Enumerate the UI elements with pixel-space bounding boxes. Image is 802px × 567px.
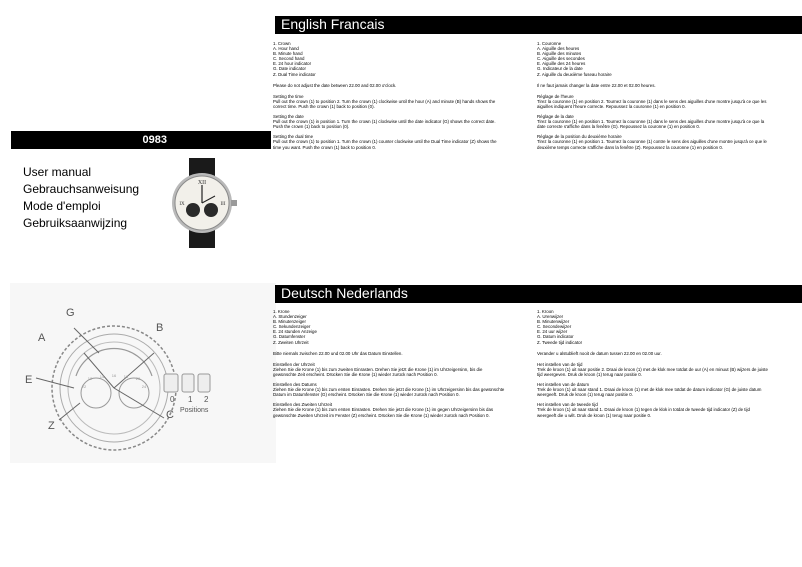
section-title: Deutsch Nederlands [281, 285, 408, 301]
manual-text-line: Réglage de la date [537, 114, 574, 120]
manual-text-line: Trek de kroon (1) uit naar stand 1. Draai de kroon (1) tegen de klok in totdat de tweede tijd indicator (Z) de tijd weergeeft die u wilt. Druk de kroon (1) terug naar positie 0. [537, 407, 750, 418]
svg-text:1: 1 [188, 395, 193, 404]
manual-text-line: A. Urenwijzer [537, 314, 564, 320]
dutch-column [537, 309, 769, 418]
manual-text-line: Z. Aiguille du deuxième fuseau horaire [537, 71, 612, 77]
manual-text-line: 1. Crown [273, 41, 291, 46]
svg-text:14: 14 [99, 374, 105, 379]
manual-text-line: Pull out the crown (1) to position 1. Turn the crown (1) counter clockwise until the Dual Time indicator (Z) shows the time you want. Push the crown (1) back to position 0. [273, 139, 497, 150]
svg-text:IX: IX [179, 202, 185, 207]
french-column [537, 41, 769, 150]
english-column [273, 41, 505, 150]
manual-text-line: C. Sekundenzeiger [273, 324, 311, 330]
svg-text:III: III [220, 202, 226, 207]
manual-text-line: B. Minutenzeiger [273, 319, 306, 325]
manual-text-line: Ziehen Sie die Krone (1) bis zum ersten Einrasten. Drehen Sie jetzt die Krone (1) im Uhrzeigersinn bis das gewünschte Datum im Datumfenster (G) erscheint. Drücken Sie die Krone (1) wieder zurück nach Position 0. [273, 387, 505, 398]
manual-text-line: B. Minutenwijzer [537, 319, 570, 325]
diagram-label-c: C [166, 409, 174, 421]
model-number-bar [11, 131, 271, 149]
svg-text:12: 12 [87, 376, 93, 381]
manual-text-line: Z. Zweiten Uhrzeit [273, 339, 309, 345]
manual-text-line: Verander u alstublieft nooit de datum tussen 22.00 en 02.00 uur. [537, 350, 662, 356]
manual-text-line: Setting the time [273, 93, 304, 99]
language-list [23, 164, 139, 232]
manual-text-line: Z. Tweede tijd indicator [537, 339, 583, 345]
manual-text-line: C. Secondewijzer [537, 324, 572, 330]
manual-text-line: 1. Krone [273, 309, 290, 314]
svg-text:2: 2 [204, 395, 209, 404]
dial-24h-numbers [82, 373, 147, 389]
svg-text:24: 24 [141, 384, 147, 389]
language-item: Mode d'emploi [23, 199, 101, 213]
manual-text-line: Bitte niemals zwischen 22.00 und 02.00 Uhr das Datum Einstellen. [273, 350, 403, 356]
manual-text-line: E. 24 uur wijzer [537, 329, 568, 335]
manual-text-line: B. Minute hand [273, 51, 303, 57]
model-number: 0983 [142, 134, 167, 146]
svg-text:XII: XII [197, 180, 207, 186]
manual-text-line: Pull out the crown (1) to position 2. Turn the crown (1) clockwise until the hour (A) and minute (B) hands shows the correct time. Push the crown (1) back to position (0). [273, 98, 496, 109]
manual-text-line: Het instellen van de tijd [537, 361, 583, 367]
positions-label: Positions [180, 407, 209, 414]
manual-text-line: A. Hour hand [273, 46, 299, 52]
manual-text-line: Setting the dual time [273, 134, 314, 140]
manual-text-line: G. Datumfenster [273, 334, 306, 340]
german-column [273, 309, 505, 418]
manual-text-line: Trek de kroon (1) uit naar positie 2. Draai de kroon (1) met de klok mee totdat de uur (A) en minuut (B) wijzers de juiste tijd weergeven. Druk de kroon (1) terug naar positie 0. [537, 366, 768, 377]
manual-text-line: G. Datum indicator [537, 334, 574, 340]
manual-text-line: C. Aiguille des secondes [537, 56, 585, 62]
diagram-label-z: Z [48, 420, 55, 432]
manual-text-line: Pull out the crown (1) in position 1. Turn the crown (1) clockwise until the date indicator (G) shows the correct date. Push the crown (1) back to position (0). [273, 119, 496, 130]
svg-text:20: 20 [135, 376, 141, 381]
manual-text-line: C. Second hand [273, 56, 305, 62]
manual-text-line: Please do not adjust the date between 22.00 and 02.00 o'clock. [273, 82, 397, 88]
manual-text-line: A. Stundenzeiger [273, 314, 307, 320]
manual-text-line: Il ne faut jamais changer la date entre 22.00 et 02.00 heures. [537, 82, 656, 88]
manual-text-line: Réglage de l'heure [537, 93, 574, 99]
manual-text-line: Z. Dual Time indicator [273, 71, 316, 77]
section-title: English Francais [281, 16, 385, 32]
language-item: User manual [23, 165, 92, 179]
manual-text-line: Setting the date [273, 114, 304, 120]
manual-text-line: B. Aiguille des minutes [537, 51, 582, 57]
diagram-label-a: A [38, 332, 46, 344]
diagram-label-b: B [156, 322, 164, 334]
manual-text-line: E. Aiguille des 24 heures [537, 61, 586, 67]
manual-text-line: A. Aiguille des heures [537, 46, 580, 52]
diagram-label-g: G [66, 307, 75, 319]
manual-text-line: Tirez la couronne (1) en position 1. Tournez la couronne (1) dans le sens des aiguilles d'une montre jusqu'à ce que la date correcte s'affiche dans la fenêtre (G). Repoussez la couronne (1) en position 0. [537, 119, 765, 130]
watch-diagram [14, 298, 254, 463]
diagram-labels [25, 307, 174, 432]
manual-text-line: Tirez la couronne (1) en position 2. Tournez la couronne (1) dans le sens des aiguilles d'une montre jusqu'à ce que les aiguilles indiquent l'heure correcte. Repoussez la couronne (1) en position 0. [537, 98, 767, 109]
svg-text:0: 0 [170, 395, 175, 404]
manual-text-line: E. 24 stunden Anzeige [273, 329, 317, 335]
manual-text-line: Het instellen van de tweede tijd [537, 402, 598, 408]
section-header-german-dutch [275, 285, 802, 303]
language-item: Gebrauchsanweisung [23, 182, 140, 196]
position-numbers [170, 395, 209, 404]
section-header-english-french [275, 16, 802, 34]
manual-text-line: Einstellen der Uhrzeit [273, 361, 315, 367]
manual-text-line: G. Indicateur de la date [537, 66, 583, 72]
manual-text-line: Einstellen des Datums [273, 382, 317, 388]
manual-text-line: E. 24 hour indicator [273, 61, 312, 67]
svg-text:22: 22 [81, 384, 87, 389]
manual-text-line: G. Date indicator [273, 66, 306, 72]
manual-text-line: Einstellen des Zweiten Uhrzeit [273, 402, 333, 408]
manual-text-line: Réglage de la position du deuxième horaire [537, 134, 622, 140]
manual-text-line: Trek de kroon (1) uit naar stand 1. Draai de kroon (1) met de klok mee totdat de datum indicator (G) de juiste datum weergeeft. Druk de kroon (1) terug naar positie 0. [537, 387, 762, 398]
svg-text:18: 18 [123, 374, 129, 379]
diagram-label-e: E [25, 374, 33, 386]
manual-text-line: 1. Couronne [537, 41, 562, 46]
manual-text-line: Ziehen Sie die Krone (1) bis zum zweiten Einrasten. Drehen Sie jetzt die Krone (1) im Uhrzeigersinn, bis die gewünschte Zeit erscheint. Drücken Sie die Krone (1) wieder zurück nach Position 0. [273, 366, 483, 377]
manual-text-line: Ziehen Sie die Krone (1) bis zum ersten Einrasten. Drehen Sie jetzt die Krone (1) im gegen Uhrzeigersinn bis das gewünschte Zweiten Uhrzeit im Fenster (Z) erscheint. Drücken Sie die Krone (1) wieder zurück nach Position 0. [273, 407, 494, 418]
manual-text-line: 1. Kroon [537, 309, 554, 314]
watch-photo [157, 158, 247, 248]
manual-text-line: Tirez la couronne (1) en position 1. Tournez la couronne (1) contre le sens des aiguilles d'une montre jusqu'à ce que le deuxième temps correcte s'affiche dans la fenêtre (Z). Repoussez la couronne (1) en position 0. [537, 139, 767, 150]
svg-text:16: 16 [111, 373, 117, 378]
manual-text-line: Het instellen van de datum [537, 382, 589, 388]
language-item: Gebruiksaanwijzing [23, 216, 128, 230]
